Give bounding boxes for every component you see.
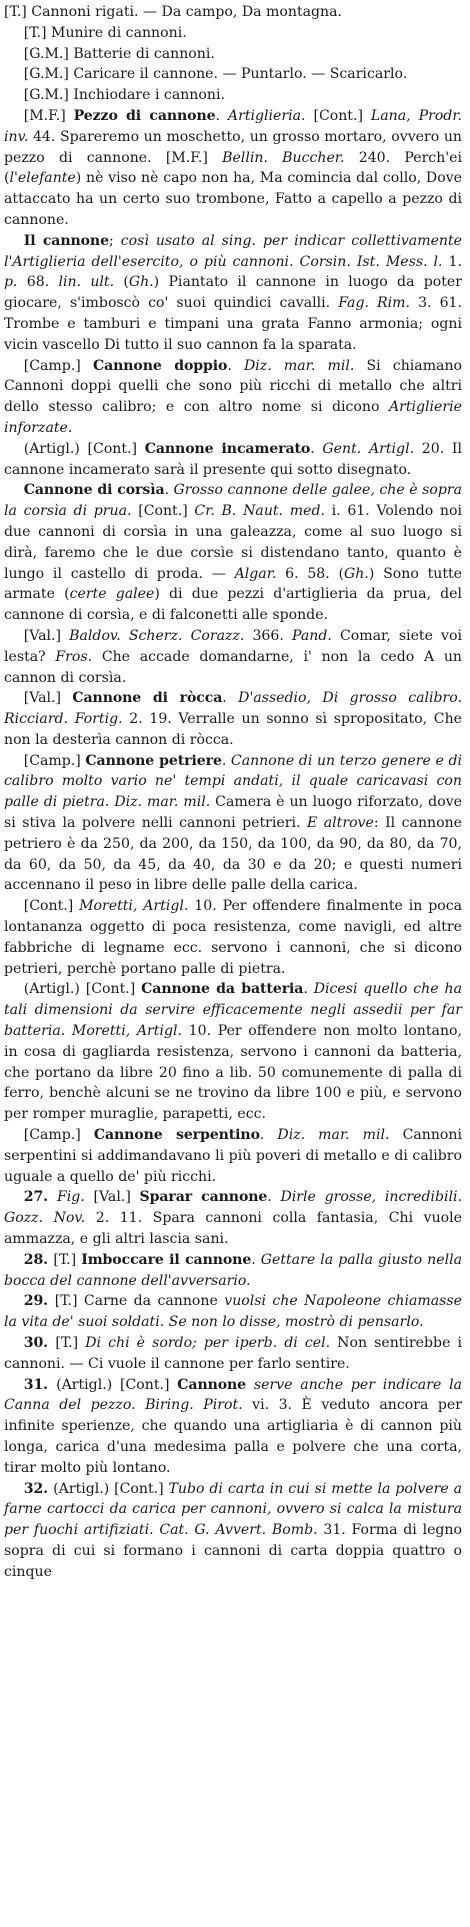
body-text: .	[251, 1251, 261, 1268]
italic-text: l'elefante	[9, 170, 76, 187]
body-text: 2. 19. Verralle un sonno sì spropositato, Che non la desterìa cannon di ròcca.	[4, 711, 462, 748]
body-text: i. 61. Volendo noi due cannoni di corsìa in una galeazza, come al suo luogo si dirà, faremo che le due corsìe si distendano tanto, quanto è lungo il castello di proda. —	[4, 503, 463, 582]
body-text: 10. Per offendere non molto lontano, in cosa di gagliarda resistenza, servono i cannoni da batteria, che portano da libre 20 fino a lib. 50 comunemente di palla di ferro, benchè alcuni se ne trovino da libre 100 e più, e servono per romper muraglie, parapetti, ecc.	[4, 1023, 462, 1123]
headword-text: 31.	[23, 1376, 57, 1393]
italic-text: Tubo di carta in cui si mette la polvere a farne cartocci da carica per cannoni, ovvero si calca la mistura per fuochi artifiziati. Cat. G. Avvert. Bomb.	[4, 1480, 462, 1539]
body-text: [T.]	[53, 1251, 82, 1268]
entry-paragraph	[4, 480, 462, 626]
italic-text: Gh.	[128, 274, 154, 291]
italic-text: Di chi è sordo; per iperb. di cel.	[85, 1335, 331, 1351]
italic-text: p.	[4, 274, 18, 291]
body-text: 6. 58. (	[276, 565, 345, 582]
italic-text: Gh.	[344, 565, 369, 582]
body-text: [Val.]	[84, 1189, 140, 1206]
italic-text: Baldov. Scherz. Corazz.	[69, 627, 245, 644]
headword-text: Pezzo di cannone	[73, 107, 216, 124]
body-text: [Camp.]	[23, 752, 86, 769]
body-text: Cannoni serpentini si addimandavano li più poveri di metallo e di calibro uguale a quello de' più ricchi.	[4, 1127, 462, 1185]
body-text: Camera è un luogo riforzato, dove si stiva la polvere nelli cannoni petrieri.	[4, 794, 462, 832]
headword-text: Cannone da batteria	[141, 981, 304, 998]
body-text: Si chiamano Cannoni doppi quelli che sono più ricchi di metallo che altri dello stesso calibro; e con altro nome si dicono	[4, 357, 463, 416]
body-text: 44. Spareremo un moschetto, un grosso mortaro, ovvero un pezzo di cannone. [M.F.]	[4, 128, 462, 166]
body-text: .	[310, 440, 323, 457]
body-text: [G.M.] Caricare il cannone. — Puntarlo. — Scaricarlo.	[23, 66, 408, 83]
italic-text: Artiglierie inforzate	[4, 399, 462, 436]
body-text: : Il cannone petriero è da 250, da 200, da 150, da 100, da 90, da 80, da 70, da 60, da 50, da 45, da 40, da 30 e da 20; e questi numeri accennano il peso in libre delle palle della carica.	[4, 815, 462, 894]
body-text: ;	[108, 232, 121, 249]
body-text: 68.	[17, 274, 59, 291]
entry-paragraph	[4, 1187, 462, 1249]
italic-text: Artiglieria	[227, 107, 302, 124]
entry-paragraph	[4, 44, 462, 65]
body-text: [T.] Cannoni rigati. — Da campo, Da montagna.	[4, 4, 343, 20]
italic-text: Cannone di un terzo genere e di calibro molto vario ne' tempi andati, il quale caricavasi con palle di pietra. Diz. mar. mil.	[4, 752, 463, 811]
entry-paragraph	[4, 626, 462, 688]
entry-paragraph	[4, 1479, 462, 1583]
italic-text: Diz. mar. mil.	[243, 357, 355, 374]
entry-paragraph	[4, 979, 462, 1125]
headword-text: Cannone di corsìa	[23, 482, 165, 499]
body-text: .	[215, 107, 228, 124]
headword-text: Cannone incamerato	[144, 440, 311, 457]
entry-paragraph	[4, 896, 462, 979]
italic-text: Cr. B. Naut. med.	[194, 503, 325, 520]
italic-text: Diz. mar. mil.	[277, 1127, 390, 1144]
body-text: [Val.]	[23, 627, 70, 644]
body-text: Comar, siete voi lesta?	[4, 627, 463, 665]
body-text: [Val.]	[23, 690, 73, 707]
italic-text: così usato al sing. per indicar collettivamente l'Artiglieria dell'esercito, o più cannoni. Corsin. Ist. Mess. l.	[4, 232, 462, 270]
entry-paragraph	[4, 23, 462, 44]
body-text: [G.M.] Inchiodare i cannoni.	[23, 87, 225, 104]
body-text: (Artigl.) [Cont.]	[53, 1480, 169, 1497]
body-text: . [Cont.]	[301, 107, 371, 124]
entry-paragraph	[4, 688, 462, 750]
headword-text: Cannone	[177, 1376, 247, 1393]
italic-text: Fig.	[57, 1189, 85, 1206]
italic-text: Fag. Rim.	[338, 295, 410, 312]
italic-text: E altrove	[306, 815, 374, 832]
italic-text: Fros.	[55, 648, 93, 665]
italic-text: D'assedio, Di grosso calibro. Ricciard. Fortig.	[4, 690, 462, 728]
body-text: (Artigl.) [Cont.]	[56, 1376, 178, 1393]
body-text: ) nè viso nè capo non ha, Ma comincia dal collo, Dove attaccato ha un certo suo trombone, Fatto a capello a pezzo di cannone.	[4, 170, 462, 228]
body-text: [Cont.]	[131, 503, 195, 520]
body-text: [G.M.] Batterie di cannoni.	[23, 45, 215, 62]
body-text: ) di due pezzi d'artiglieria da prua, del cannone di corsìa, e di falconetti alle sponde.	[4, 586, 463, 624]
body-text: [T.]	[55, 1335, 86, 1351]
italic-text: vuolsi che Napoleone chiamasse la vita de' suoi soldati. Se non lo disse, mostrò di pensarlo.	[4, 1293, 462, 1331]
body-text: [Cont.]	[23, 898, 80, 915]
body-text: [Camp.]	[23, 1127, 94, 1144]
entry-paragraph	[4, 1250, 462, 1292]
headword-text: Cannone petriere	[85, 752, 222, 769]
body-text: 20. Il cannone incamerato sarà il presente qui sotto disegnato.	[4, 440, 462, 478]
entry-paragraph	[4, 1125, 462, 1187]
entry-paragraph	[4, 106, 462, 231]
text-column	[4, 2, 462, 1583]
body-text: 1.	[442, 253, 462, 270]
entry-paragraph	[4, 751, 462, 897]
body-text: Che accade domandarne, i' non la cedo A un cannon di corsìa.	[4, 648, 462, 686]
entry-paragraph	[4, 1333, 462, 1375]
body-text: .	[259, 1127, 278, 1144]
body-text: .	[303, 981, 314, 998]
body-text: (	[114, 274, 129, 291]
body-text: vi. 3. È veduto ancora per infinite sperienze, che quando una artigliaria è di cannon più longa, carica d'una medesima palla e polvere che una corta, tirar molto più lontano.	[4, 1397, 462, 1476]
headword-text: Imboccare il cannone	[81, 1251, 252, 1268]
headword-text: 29.	[23, 1293, 55, 1310]
headword-text: 27.	[23, 1189, 58, 1206]
italic-text: Dicesi quello che ha tali dimensioni da servire efficacemente negli assedii per far batteria. Moretti, Artigl.	[4, 981, 463, 1040]
headword-text: Cannone di ròcca	[72, 690, 223, 707]
italic-text: Lana, Prodr. inv.	[4, 107, 462, 145]
body-text: 366.	[244, 627, 292, 644]
body-text: [T.] Munire di cannoni.	[23, 24, 187, 41]
body-text: [M.F.]	[23, 107, 74, 124]
italic-text: Moretti, Artigl.	[79, 898, 189, 915]
body-text: .	[67, 419, 73, 436]
entry-paragraph	[4, 356, 462, 439]
headword-text: Cannone serpentino	[93, 1127, 260, 1144]
body-text: .	[222, 690, 239, 707]
body-text: 3. 61. Trombe e tamburi e timpani una grata Fanno armonia; ogni vicin vascello Di tutto il suo cannon fa la sparata.	[4, 295, 463, 353]
body-text: [Camp.]	[23, 357, 93, 374]
body-text: (Artigl.) [Cont.]	[23, 440, 145, 457]
italic-text: serve anche per indicare la Canna del pezzo. Biring. Pirot.	[4, 1376, 463, 1414]
italic-text: Algar.	[234, 565, 277, 582]
entry-paragraph	[4, 1375, 462, 1479]
headword-text: 32.	[23, 1480, 54, 1497]
body-text: ) Piantato il cannone in luogo da poter giocare, s'imboscò co' suoi quindici cavalli.	[4, 274, 462, 312]
headword-text: Sparar cannone	[139, 1189, 268, 1206]
italic-text: Bellin. Buccher.	[222, 149, 345, 166]
italic-text: Gent. Artigl.	[322, 440, 415, 457]
italic-text: Pand.	[292, 627, 332, 644]
italic-text: Dirle grosse, incredibili. Gozz. Nov.	[4, 1189, 462, 1227]
headword-text: Cannone doppio	[92, 357, 228, 374]
body-text: 10. Per offendere finalmente in poca lontananza oggetto di poca resistenza, come navigli, ed altre fabbriche di legname ecc. servono i cannoni, che si dicono petrieri, perchè portano palle di pietra.	[4, 898, 462, 977]
body-text: Non sentirebbe i cannoni. — Ci vuole il cannone per farlo sentire.	[4, 1335, 462, 1372]
italic-text: certe galee	[69, 586, 155, 603]
headword-text: Il cannone	[23, 232, 109, 249]
body-text: .	[227, 357, 244, 374]
body-text	[246, 1377, 254, 1393]
body-text: ) Sono tutte armate (	[4, 565, 462, 603]
entry-paragraph	[4, 85, 462, 106]
entry-paragraph	[4, 1291, 462, 1333]
body-text: (Artigl.) [Cont.]	[23, 981, 142, 998]
body-text: 2. 11. Spara cannoni colla fantasia, Chi vuole ammazza, e gli altri lascia sani.	[4, 1210, 462, 1248]
italic-text: lin. ult.	[58, 274, 115, 291]
body-text: .	[267, 1189, 281, 1206]
body-text: [T.] Carne da cannone	[54, 1293, 225, 1310]
headword-text: 28.	[23, 1251, 54, 1268]
body-text: .	[221, 752, 231, 769]
entry-paragraph	[4, 64, 462, 85]
body-text: .	[164, 482, 174, 499]
italic-text: Grosso cannone delle galee, che è sopra la corsìa di prua.	[4, 482, 463, 520]
body-text: 240. Perch'ei (	[4, 149, 463, 187]
entry-paragraph	[4, 231, 462, 356]
entry-paragraph	[4, 2, 462, 23]
body-text: 31. Forma di legno sopra di cui si formano i cannoni di carta doppia quattro o cinque	[4, 1522, 462, 1580]
italic-text: Gettare la palla giusto nella bocca del cannone dell'avversario.	[4, 1251, 462, 1289]
entry-paragraph	[4, 439, 462, 481]
headword-text: 30.	[23, 1335, 56, 1351]
